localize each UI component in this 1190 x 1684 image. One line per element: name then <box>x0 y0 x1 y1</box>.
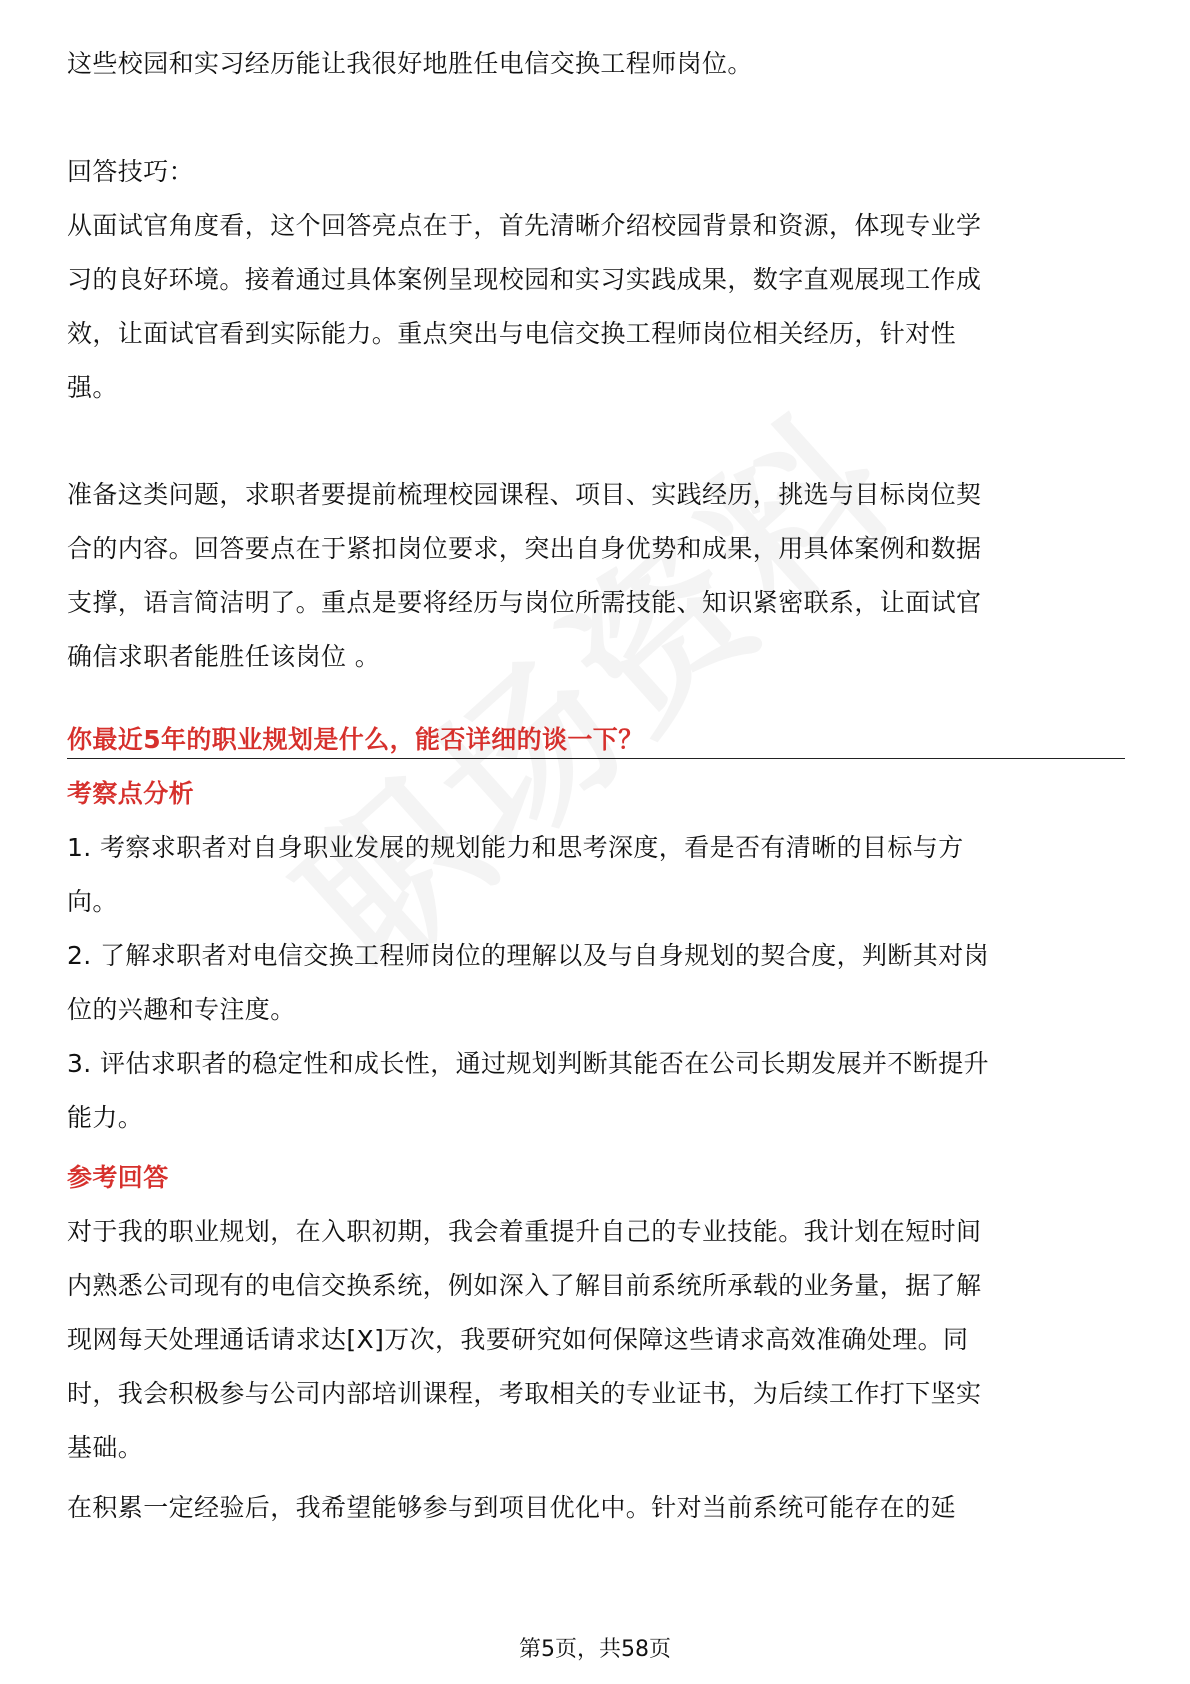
analysis-item-line: 3. 评估求职者的稳定性和成长性，通过规划判断其能否在公司长期发展并不断提升 <box>67 1049 990 1078</box>
answer-line: 现网每天处理通话请求达[X]万次，我要研究如何保障这些请求高效准确处理。同 <box>67 1325 969 1354</box>
tips-heading: 回答技巧： <box>67 157 195 186</box>
tips-para1-line: 习的良好环境。接着通过具体案例呈现校园和实习实践成果，数字直观展现工作成 <box>67 265 982 294</box>
analysis-item-line: 1. 考察求职者对自身职业发展的规划能力和思考深度，看是否有清晰的目标与方 <box>67 833 964 862</box>
tips-para1-line: 从面试官角度看，这个回答亮点在于，首先清晰介绍校园背景和资源，体现专业学 <box>67 211 982 240</box>
tips-para2-line: 确信求职者能胜任该岗位 。 <box>67 642 381 671</box>
tips-para1-line: 效，让面试官看到实际能力。重点突出与电信交换工程师岗位相关经历，针对性 <box>67 319 957 348</box>
answer-line: 对于我的职业规划，在入职初期，我会着重提升自己的专业技能。我计划在短时间 <box>67 1217 982 1246</box>
answer-line: 在积累一定经验后，我希望能够参与到项目优化中。针对当前系统可能存在的延 <box>67 1493 957 1522</box>
tips-para2-line: 准备这类问题，求职者要提前梳理校园课程、项目、实践经历，挑选与目标岗位契 <box>67 480 982 509</box>
answer-line: 时，我会积极参与公司内部培训课程，考取相关的专业证书，为后续工作打下坚实 <box>67 1379 982 1408</box>
analysis-heading: 考察点分析 <box>67 779 195 808</box>
intro-line: 这些校园和实习经历能让我很好地胜任电信交换工程师岗位。 <box>67 49 753 78</box>
tips-para2-line: 支撑，语言简洁明了。重点是要将经历与岗位所需技能、知识紧密联系，让面试官 <box>67 588 982 617</box>
answer-line: 基础。 <box>67 1433 144 1462</box>
tips-para2-line: 合的内容。回答要点在于紧扣岗位要求，突出自身优势和成果，用具体案例和数据 <box>67 534 982 563</box>
question-title: 你最近5年的职业规划是什么，能否详细的谈一下？ <box>67 725 644 754</box>
analysis-item-line: 2. 了解求职者对电信交换工程师岗位的理解以及与自身规划的契合度，判断其对岗 <box>67 941 990 970</box>
tips-para1-line: 强。 <box>67 373 118 402</box>
analysis-item-line: 位的兴趣和专注度。 <box>67 995 296 1024</box>
analysis-item-line: 向。 <box>67 887 118 916</box>
answer-heading: 参考回答 <box>67 1163 169 1192</box>
page-footer: 第5页，共58页 <box>519 1637 671 1662</box>
analysis-item-line: 能力。 <box>67 1103 144 1132</box>
section-divider <box>67 758 1125 759</box>
answer-line: 内熟悉公司现有的电信交换系统，例如深入了解目前系统所承载的业务量，据了解 <box>67 1271 982 1300</box>
